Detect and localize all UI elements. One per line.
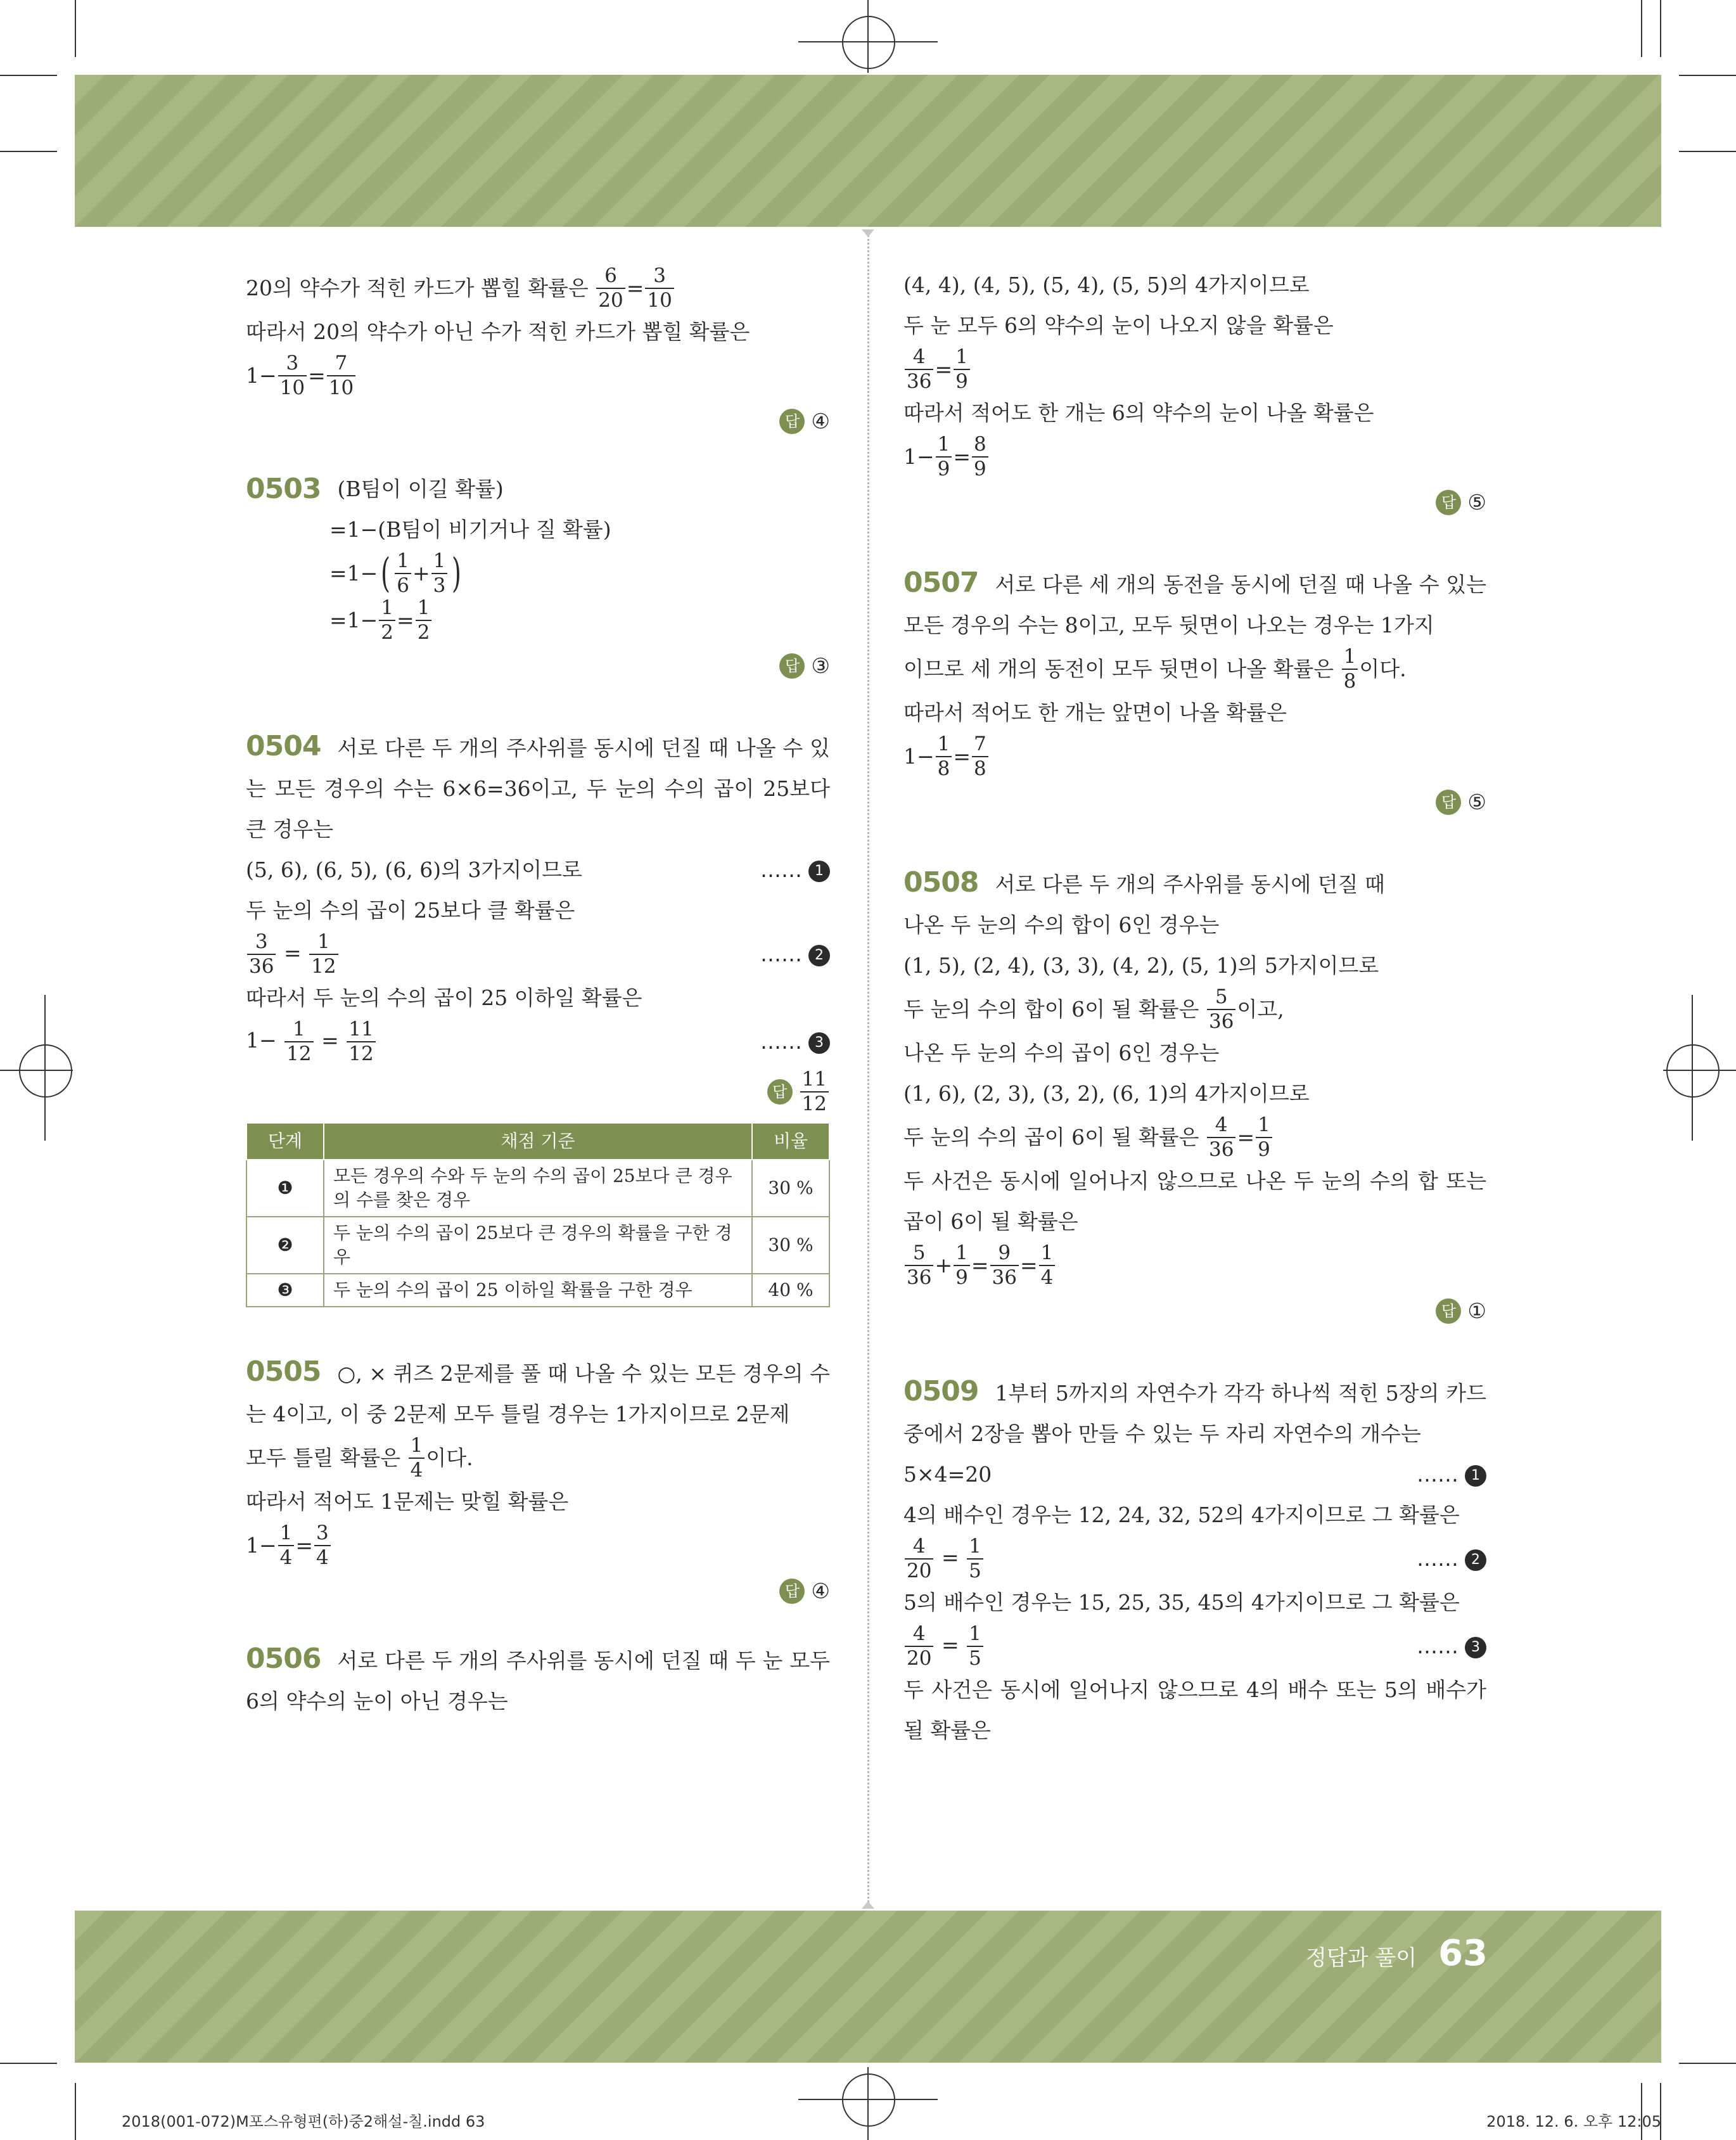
- fraction: $\frac{4}{20}$: [905, 1624, 933, 1669]
- answer-value: ①: [1467, 1298, 1486, 1323]
- fraction: $\frac{9}{36}$: [990, 1243, 1019, 1288]
- fraction: $\frac{4}{36}$: [1207, 1115, 1235, 1160]
- table-header-row: [246, 1123, 829, 1160]
- problem-0507: 0507 서로 다른 세 개의 동전을 동시에 던질 때 나올 수 있는 모든 경우의 수는 8이고, 모두 뒷면이 나오는 경우는 1가지 이므로 세 개의 동전이 모두 뒷면이 나올 확률은 $\frac{1}{8}$ 이다. 따라서 적어도 한 개는 앞면이 나올 확률은 1− $\frac{1}{8}$ = $\frac{7}{8}$ 답 ⑤: [903, 563, 1486, 824]
- problem-number: 0508: [903, 866, 979, 899]
- step-marker: …… 2: [760, 934, 830, 975]
- fraction: $\frac{7}{10}$: [327, 354, 355, 398]
- answer-badge: 답: [779, 1579, 805, 1604]
- step-marker: …… 3: [1417, 1626, 1486, 1667]
- registration-mark: [19, 1044, 72, 1098]
- answer-line: [246, 644, 830, 688]
- registration-mark: [867, 0, 869, 73]
- print-slug-file: 2018(001-072)M포스유형편(하)중2해설-칠.indd 63: [122, 2113, 485, 2130]
- table-row: ❸ 두 눈의 수의 곱이 25 이하일 확률을 구한 경우 40 %: [246, 1274, 829, 1307]
- continued-solution: 20의 약수가 적힌 카드가 뽑힐 확률은 $\frac{6}{20}$ = $\frac{3}{10}$ 따라서 20의 약수가 아닌 수가 적힌 카드가 뽑힐 확률은 1− $\frac{3}{10}$ = $\frac{7}{10}$ 답 ④: [246, 265, 830, 444]
- fraction: $\frac{7}{8}$: [972, 734, 988, 779]
- fraction: $\frac{3}{10}$: [645, 266, 673, 311]
- fraction: $\frac{4}{20}$: [905, 1537, 933, 1581]
- fraction: $\frac{5}{36}$: [1207, 987, 1235, 1032]
- answer-badge: 답: [779, 653, 805, 679]
- answer-value: ④: [811, 409, 830, 433]
- answer-badge: 답: [779, 409, 805, 434]
- fraction: $\frac{1}{5}$: [967, 1624, 983, 1669]
- fraction: $\frac{1}{4}$: [409, 1436, 425, 1480]
- problem-number: 0509: [903, 1375, 979, 1407]
- crop-mark: [0, 75, 57, 76]
- crop-mark: [1679, 2063, 1736, 2064]
- step-marker: …… 2: [1417, 1539, 1486, 1579]
- fraction: $\frac{6}{20}$: [596, 266, 625, 311]
- right-column: [903, 265, 1486, 1751]
- answer-value: ⑤: [1467, 490, 1486, 515]
- scoring-table: [246, 1122, 830, 1307]
- fraction: $\frac{1}{4}$: [1039, 1243, 1056, 1288]
- fraction: $\frac{11}{12}$: [347, 1020, 375, 1064]
- registration-mark: [1663, 1070, 1736, 1071]
- fraction: $\frac{1}{2}$: [379, 598, 395, 643]
- fraction: $\frac{3}{10}$: [278, 354, 307, 398]
- step-marker: …… 1: [760, 850, 830, 890]
- fraction: $\frac{1}{12}$: [284, 1020, 313, 1064]
- fraction: $\frac{5}{36}$: [905, 1243, 933, 1288]
- answer-line: [246, 399, 830, 444]
- divider-marker: [862, 1901, 874, 1909]
- continued-solution-0506: (4, 4), (4, 5), (5, 4), (5, 5)의 4가지이므로 두 눈 모두 6의 약수의 눈이 나오지 않을 확률은 $\frac{4}{36}$ = $\frac{1}{9}$ 따라서 적어도 한 개는 6의 약수의 눈이 나올 확률은 1− $\frac{1}{9}$ = $\frac{8}{9}$ 답 ⑤: [903, 265, 1486, 525]
- problem-number: 0503: [246, 473, 321, 505]
- answer-badge: 답: [1436, 790, 1461, 815]
- registration-mark: [1666, 1044, 1720, 1098]
- table-header: 채점 기준: [324, 1123, 752, 1160]
- fraction: $\frac{1}{9}$: [936, 435, 952, 479]
- page-footer: [1306, 1933, 1488, 1974]
- answer-line: [903, 1289, 1486, 1333]
- problem-0504: 0504 서로 다른 두 개의 주사위를 동시에 던질 때 나올 수 있는 모든 경우의 수는 6×6=36이고, 두 눈의 수의 곱이 25보다 큰 경우는 (5, 6), (6, 5), (6, 6)의 3가지이므로 …… 1 두 눈의 수의 곱이 25보다 클 확률은 $\frac{3}{36}$ = $\frac{1}{12}$ …… 2 따라서 두 눈의 수의 곱이 25 이하일 확률은 1− $\frac{1}{12}$ = $\frac{11}{12}$ …… 3 답 $\frac{11}{12}$ 단계 채점 기준 비율 ❶ 모든 경우의 수와 두 눈의 수의 곱이 25보다 큰 경우의 수를 찾은 경우 30 % ❷ 두 눈의 수의 곱이 25보다 큰 경우의 확률을 구한 경우 30 % ❸ 두 눈의 수의 곱이 25 이하일 확률을 구한 경우 40 %: [246, 726, 830, 1307]
- fraction: $\frac{1}{9}$: [954, 1243, 970, 1288]
- registration-mark: [44, 995, 46, 1141]
- fraction: $\frac{1}{6}$: [395, 551, 411, 596]
- fraction: $\frac{1}{5}$: [967, 1537, 983, 1581]
- fraction: $\frac{3}{36}$: [247, 932, 276, 977]
- print-slug-date: 2018. 12. 6. 오후 12:05: [1486, 2113, 1661, 2130]
- table-row: ❶ 모든 경우의 수와 두 눈의 수의 곱이 25보다 큰 경우의 수를 찾은 경우 30 %: [246, 1160, 829, 1217]
- answer-badge: 답: [767, 1079, 793, 1105]
- fraction: $\frac{8}{9}$: [972, 435, 988, 479]
- answer-line: [246, 1569, 830, 1613]
- crop-mark: [75, 0, 76, 57]
- registration-mark: [842, 2073, 895, 2127]
- section-label: 정답과 풀이: [1306, 1945, 1417, 1971]
- crop-mark: [1641, 0, 1642, 57]
- registration-mark: [0, 1070, 73, 1071]
- fraction: $\frac{3}{4}$: [314, 1523, 331, 1568]
- answer-line: [246, 1065, 830, 1118]
- answer-value: ④: [811, 1579, 830, 1603]
- crop-mark: [1679, 151, 1736, 152]
- problem-0509: 0509 1부터 5까지의 자연수가 각각 하나씩 적힌 5장의 카드 중에서 2장을 뽑아 만들 수 있는 두 자리 자연수의 개수는 5×4=20 …… 1 4의 배수인 경우는 12, 24, 32, 52의 4가지이므로 그 확률은 $\frac{4}{20}$ = $\frac{1}{5}$ …… 2 5의 배수인 경우는 15, 25, 35, 45의 4가지이므로 그 확률은 $\frac{4}{20}$ = $\frac{1}{5}$ …… 3 두 사건은 동시에 일어나지 않으므로 4의 배수 또는 5의 배수가 될 확률은: [903, 1375, 1486, 1743]
- fraction: $\frac{1}{4}$: [278, 1523, 295, 1568]
- registration-mark: [798, 41, 938, 42]
- fraction: $\frac{1}{2}$: [416, 598, 432, 643]
- fraction: $\frac{1}{8}$: [1342, 647, 1358, 691]
- problem-0505: 0505 ○, × 퀴즈 2문제를 풀 때 나올 수 있는 모든 경우의 수는 4이고, 이 중 2문제 모두 틀릴 경우는 1가지이므로 2문제 모두 틀릴 확률은 $\frac{1}{4}$ 이다. 따라서 적어도 1문제는 맞힐 확률은 1− $\frac{1}{4}$ = $\frac{3}{4}$ 답 ④: [246, 1352, 830, 1613]
- crop-mark: [1660, 0, 1661, 57]
- fraction: $\frac{4}{36}$: [905, 347, 933, 392]
- registration-mark: [1692, 995, 1693, 1141]
- table-header: 비율: [752, 1123, 829, 1160]
- table-header: 단계: [246, 1123, 324, 1160]
- fraction: $\frac{1}{3}$: [431, 551, 448, 596]
- crop-mark: [0, 2063, 57, 2064]
- problem-number: 0505: [246, 1355, 321, 1388]
- crop-mark: [1679, 75, 1736, 76]
- crop-mark: [75, 2083, 76, 2140]
- problem-0503: 0503 (B팀이 이길 확률) =1−(B팀이 비기거나 질 확률) =1− ( $\frac{1}{6}$ + $\frac{1}{3}$ ) =1− $\frac{1}{2}$ = $\frac{1}{2}$ 답 ③: [246, 469, 830, 688]
- answer-value: ⑤: [1467, 790, 1486, 814]
- problem-0508: 0508 서로 다른 두 개의 주사위를 동시에 던질 때 나온 두 눈의 수의 합이 6인 경우는 (1, 5), (2, 4), (3, 3), (4, 2), (5, 1)의 5가지이므로 두 눈의 수의 합이 6이 될 확률은 $\frac{5}{36}$ 이고, 나온 두 눈의 수의 곱이 6인 경우는 (1, 6), (2, 3), (3, 2), (6, 1)의 4가지이므로 두 눈의 수의 곱이 6이 될 확률은 $\frac{4}{36}$ = $\frac{1}{9}$ 두 사건은 동시에 일어나지 않으므로 나온 두 눈의 수의 합 또는 곱이 6이 될 확률은 $\frac{5}{36}$ + $\frac{1}{9}$ = $\frac{9}{36}$ = $\frac{1}{4}$ 답 ①: [903, 862, 1486, 1333]
- column-divider: [867, 234, 869, 1907]
- registration-mark: [842, 16, 895, 69]
- divider-marker: [862, 229, 874, 237]
- left-column: [246, 265, 830, 1722]
- step-marker: …… 1: [1417, 1454, 1486, 1495]
- registration-mark: [867, 2067, 869, 2140]
- fraction: $\frac{1}{9}$: [1256, 1115, 1272, 1160]
- answer-badge: 답: [1436, 1298, 1461, 1324]
- registration-mark: [798, 2099, 938, 2100]
- table-row: ❷ 두 눈의 수의 곱이 25보다 큰 경우의 확률을 구한 경우 30 %: [246, 1217, 829, 1274]
- crop-mark: [0, 151, 57, 152]
- answer-line: [903, 480, 1486, 525]
- fraction: $\frac{1}{12}$: [309, 932, 338, 977]
- answer-value: $\frac{11}{12}$: [800, 1070, 829, 1114]
- top-header-band: [75, 75, 1661, 227]
- problem-0506: 0506 서로 다른 두 개의 주사위를 동시에 던질 때 두 눈 모두 6의 약수의 눈이 아닌 경우는: [246, 1643, 830, 1714]
- answer-badge: 답: [1436, 490, 1461, 515]
- problem-number: 0504: [246, 730, 321, 762]
- fraction: $\frac{1}{9}$: [954, 347, 970, 392]
- step-marker: …… 3: [760, 1022, 830, 1062]
- fraction: $\frac{1}{8}$: [936, 734, 952, 779]
- problem-number: 0507: [903, 567, 979, 599]
- problem-number: 0506: [246, 1643, 321, 1675]
- page-number: 63: [1438, 1933, 1488, 1974]
- answer-value: ③: [811, 653, 830, 678]
- answer-line: [903, 780, 1486, 824]
